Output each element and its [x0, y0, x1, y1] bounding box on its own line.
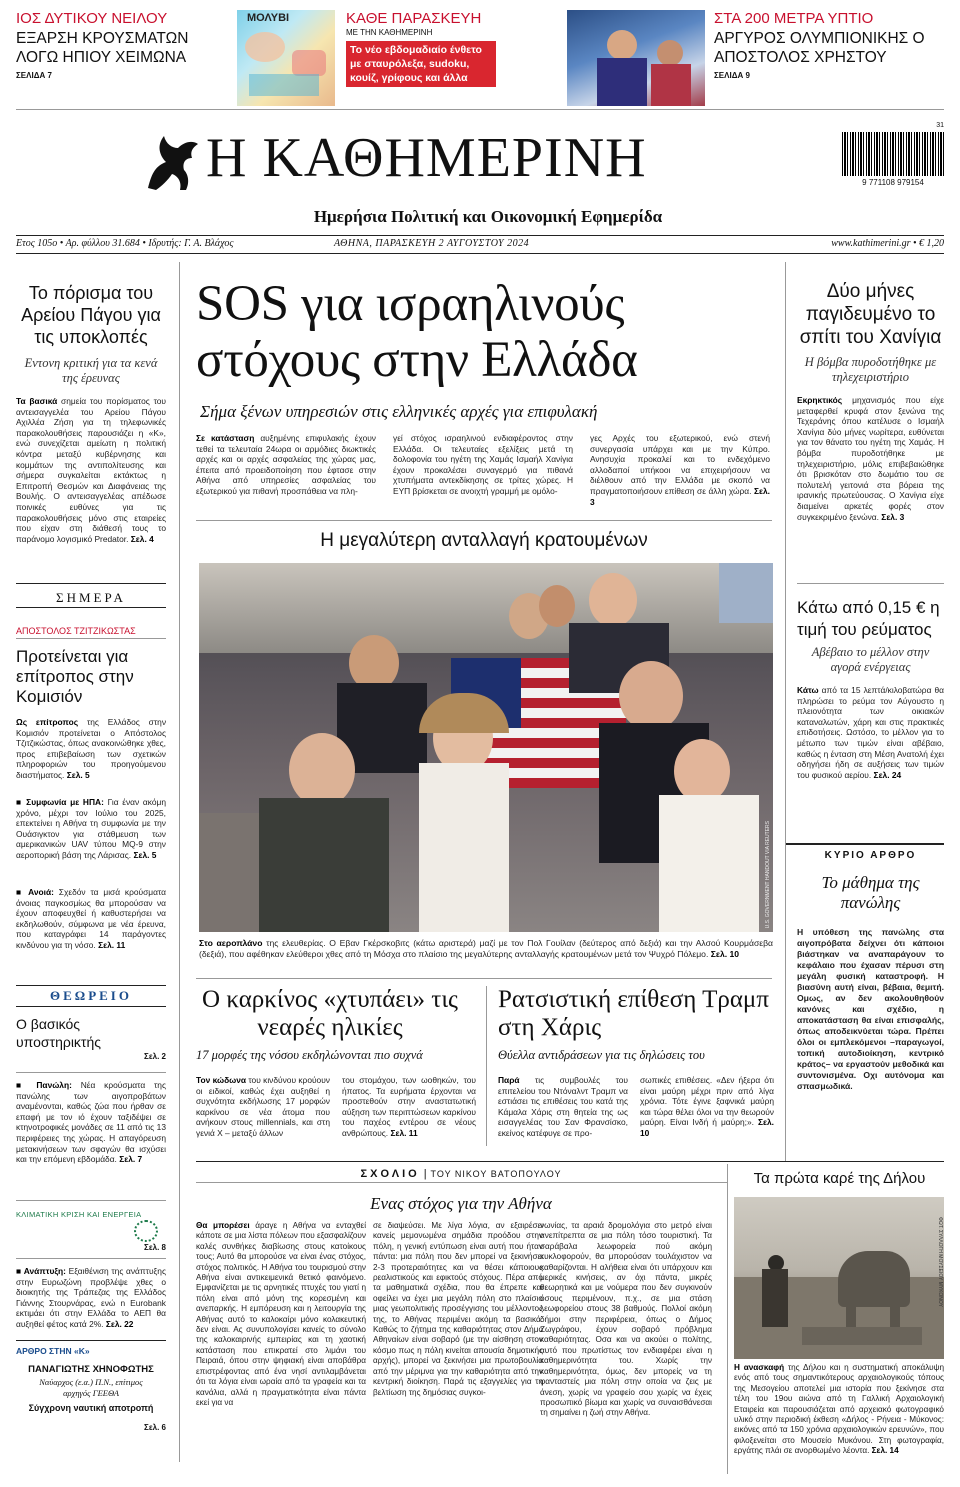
- article-title: Ο καρκίνος «χτυπάει» τις νεαρές ηλικίες: [202, 986, 458, 1041]
- arthro-title: Σύγχρονη ναυτική αποτροπή: [28, 1403, 154, 1413]
- article-title: Ρατσιστική επίθεση Τραμπ στη Χάρις: [498, 986, 769, 1041]
- photo-credit: U.S. GOVERNMENT HANDOUT VIA REUTERS: [765, 820, 771, 928]
- lead-col-3: γες Αρχές του εξωτερικού, ενώ στενή συνεργασία υπάρχει και με την Κύπρο. Ανησυχία προκαλεί και το ενδεχόμενο αλλοδαποί υπήκοοι να επιχειρήσουν να διέλθουν από την Ελλάδα με σκοπό να πραγματοποιήσουν επίθεση σε άλλη χώρα. Σελ. 3: [590, 433, 771, 507]
- comment-col-2: σε διαψεύσει. Με λίγα λόγια, αν εξαιρέσει κανείς μεμονωμένα σημάδια προόδου στην πόλη, η γενική εντύπωση είναι αυτή που ήταν πάντα: μια πόλη που δεν μπορεί να ξεκινήσει 2-3 προτεραιότητες και να θέσει κάποιους ρεαλιστικούς και εφικτούς στόχους. Πέρα από τα μαθηματικά σχέδια, που θα έπρεπε και οφείλει να έχει μια μεγάλη πόλη στο πλαίσιο μιας γεωπολιτικής προσέγγισης του μέλλοντος της, το Αθήνας περιμένει ακόμη τα βασικά. Καθώς το ζήτημα της καθαριότητας στον Δήμο Αθηναίων είναι σοβαρό (με την αίσθηση στον κόσμο πως η πόλη κινείται απουσία δημοτικής αρχής), μπορεί να ξεκινήσει μια πρωτοβουλία από την μέριμνα για την καθαριότητα από την κεντρική διοίκηση. Παρά τις εξαγγελίες για τη βελτίωση της δημόσιας συγκοι-: [373, 1221, 543, 1397]
- comment-title[interactable]: Ενας στόχος για την Αθήνα: [370, 1194, 552, 1213]
- article-body: Κάτω από τα 15 λεπτά/κιλοβατώρα θα πληρώσει το ρεύμα τον Αύγουστο η πλειονότητα των οικιακών καταναλωτών, χάρη και στις πρακτικές επιδοτήσεις. Ωστόσο, το μέλλον για το μέτωπο των τιμών είναι αβέβαιο, καθώς η ένταση στη Μέση Ανατολή έχει οδηγήσει ήδη σε αυξήσεις των τιμών του φυσικού αερίου. Σελ. 24: [797, 685, 944, 780]
- article-wiretaps[interactable]: [16, 282, 166, 544]
- arthro-page: Σελ. 6: [144, 1423, 166, 1432]
- article-commissioner[interactable]: [16, 647, 166, 781]
- brief-usa[interactable]: ■ Συμφωνία με ΗΠΑ: Για έναν ακόμη χρόνο, μέχρι τον Ιούλιο του 2025, επεκτείνει η Αθήνα τη συμφωνία με την Ουάσιγκτον για στάθμευση των αμερικανικών UAV τύπου MQ-9 στην αεροπορική βάση της Λάρισας. Σελ. 5: [16, 797, 166, 860]
- lead-headline[interactable]: SOS για ισραηλινούς στόχους στην Ελλάδα: [196, 276, 638, 388]
- editorial-body: Η υπόθεση της πανώλης στα αιγοπρόβατα δείχνει ότι κάποιοι βιάστηκαν να αναπαράγουν το κεφάλαιο που έχασαν πέρυσι στη μεγάλη φυσική καταστροφή. Η βιασύνη αυτή είναι, βέβαια, θεμιτή. Ομως, αν δεν ακολουθηθούν κανόνες και σχέδιο, η αποκατάσταση θα είναι επισφαλής, όπως αποδεικνύεται τώρα. Πρέπει όλοι οι εμπλεκόμενοι –παραγωγοί, τοπική αυτοδιοίκηση, κεντρικό κράτος– να εργαστούν μεθοδικά και συντονισμένα. Οχι αυτόνομα και σπασμωδικά.: [797, 927, 944, 1091]
- comment-col-3: νωνίας, τα αραιά δρομολόγια στο μετρό είναι ανεπίτρεπτα σε μια πόλη τόσο τουριστική. Τα σαράβαλα λεωφορεία πού ακόμη κυκλοφορούν, θα μπορούσαν τουλάχιστον να καθαρίζονται. Η αλήθεια είναι ότι υπάρχουν και μερικές κινήσεις, αν όχι πάντα, μικρές θεωρητικά και με νούμερα που δεν συγκινούν όσους περιμένουν, π.χ., σε μια στάση λεωφορείου στους 38 βαθμούς. Πολλοί ακόμη δήμοι στην περιφέρεια, όπως ο Δήμος Ζωγράφου, έχουν σοβαρό πρόβλημα καθαριότητας. Οσα και να ακούει ο πολίτης, αυτό που πρωτίστως τον ενδιαφέρει είναι η καθημερινότητα του. Χωρίς την καθημερινότητα, όμως, δεν μπορείς να τη φανταστείς μια πόλη στην οποία να ζεις με άνεση, χωρίς να γραφείο σου χωρίς να έχεις προσωπικό βίωμα και χωρίς να συναισθάνεσαι τη σημαίνει η ζωή στην Αθήνα.: [540, 1221, 712, 1418]
- arthro-author: ΠΑΝΑΓΙΩΤΗΣ ΧΗΝΟΦΩΤΗΣ: [28, 1364, 154, 1375]
- teaser-kicker: ΜΕ ΤΗΝ ΚΑΘΗΜΕΡΙΝΗ: [346, 28, 433, 37]
- barcode: [842, 122, 944, 192]
- comment-col-1: Θα μπορέσει άραγε η Αθήνα να ενταχθεί κάποτε σε μια λίστα πόλεων που εξασφαλίζουν καλές συνθήκες διαβίωσης στους κατοίκους τους; Αυτό θα μπορούσε να είναι ένας στόχος, στόχος πολιτικός. Η Αθήνα του τουρισμού στην Αθήνα είναι αντικειμενικά θετικό φαινόμενο. Εμφανίζεται με τις αρνητικές πτυχές του γιατί η πόλη είναι από μόνη της κορεσμένη και ανεπαρκής. Η εμπόρευση και η λειτουργία της Αθήνας αυτό το καλοκαίρι μόνο κολακευτική δεν είναι. Ας συνυπολογίσει κανείς το σύνολο της καλοκαιρινής εμπειρίας και τη χαοτική κατάσταση που επικρατεί στο λιμάνι του Πειραιά, όπου στην ψηφιακή είναι αποβάθρα επιστρέφοντας από ένα νησί αντιλαμβάνεται ότι τα λόγια είναι ωραία από τα γραφεία και τα κανάλια, αλλά η πραγματικότητα είναι πάντα εκεί για να: [196, 1221, 367, 1407]
- article-body: Ως επίτροπος της Ελλάδος στην Κομισιόν προτείνεται ο Απόστολος Τζιτζικώστας, όπως ανακοινώθηκε χθες, προς επιβεβαίωση των σχετικών πληροφοριών του προηγούμενου διαστήματος. Σελ. 5: [16, 717, 167, 780]
- article-cancer[interactable]: [196, 986, 464, 1063]
- article-title: Προτείνεται για επίτροπος στην Κομισιόν: [16, 647, 134, 706]
- article-subtitle: Αβέβαιο το μέλλον στην αγορά ενέργειας: [811, 645, 930, 674]
- article-body: Τα βασικά σημεία του πορίσματος του αντεισαγγελέα του Αρείου Πάγου Αχιλλέα Ζήση για τη τηλεφωνικές παρακολουθήσεις παρουσιάζει η «Κ», ενώ συνεχίζεται αμείωτη η πολιτική κόντρα μεταξύ κυβέρνησης και κομμάτων της αντιπολίτευσης και σήμερα συγκαλείται εκτάκτως η Επιτροπή Θεσμών και Διαφάνειας της Βουλής. Ο αντεισαγγελέας απέδωσε ποινικές ευθύνες για τις παρακολουθήσεις μόνο στις εταιρείες που είχαν στη διάθεσή τους το παράνομο λογισμικό Predator. Σελ. 4: [16, 396, 166, 544]
- delos-title[interactable]: Τα πρώτα καρέ της Δήλου: [753, 1170, 926, 1187]
- delos-caption: Η ανασκαφή της Δήλου και η συστηματική αποκάλυψη ενός από τους σημαντικότερους αρχαιολογικούς τόπους της Μεσογείου αποτελεί μια ιστορία που ξεκίνησε στα τέλη του 19ου αιώνα από τη Γαλλική Αρχαιολογική Εταιρεία και παρουσιάζεται από αρχειακό φωτογραφικό υλικό στην περιοδική έκθεση «Δήλος - Ρήνεια - Μύκονος: εικόνες από τα 150 χρόνια αρχαιολογικών ερευνών», που φιλοξενείται στο Μουσείο Μυκόνου. Στη φωτογραφία, εργάτης πλάι σε ανορθωμένο λέοντα. Σελ. 14: [734, 1363, 945, 1456]
- brief-dementia[interactable]: ■ Ανοιά: Σχεδόν τα μισά κρούσματα άνοιας παγκοσμίως θα μπορούσαν να έχουν αποφευχθεί ή καθυστερήσει να εκδηλωθούν, σύμφωνα με νέα έρευνα, που καταγράφει 14 παράγοντες κινδύνου για τη νόσο. Σελ. 11: [16, 887, 166, 950]
- author-line: ΑΠΟΣΤΟΛΟΣ ΤΖΙΤΖΙΚΩΣΤΑΣ: [16, 626, 136, 636]
- photo-caption: Στο αεροπλάνο της ελευθερίας. Ο Εβαν Γκέρσκοβιτς (κάτω αριστερά) μαζί με τον Πολ Γουίλαν (δεύτερος από δεξιά) και την Αλσού Κουρμάσεβα (δεξιά), που αφέθηκαν ελεύθεροι χθες από τη Μόσχα στο πλαίσιο της μεγαλύτερης ανταλλαγής κρατουμένων μετά τον Ψυχρό Πόλεμο. Σελ. 10: [199, 938, 773, 959]
- article-body: Εκρηκτικός μηχανισμός που είχε μεταφερθεί κρυφά στον ξενώνα της Τεχεράνης όπου κατέλυσε ο Ισμαήλ Χανίγια δύο μήνες νωρίτερα, ευθύνεται για τον θάνατο του ηγέτη της Χαμάς. Η βόμβα πυροδοτήθηκε με τηλεχειριστήριο, μόλις επιβεβαιώθηκε ότι βρισκόταν στο δωμάτιο του σε πολυτελή γειτονιά στα βόρεια της ιρανικής πρωτεύουσας. Ο Χανίγια είχε διαμείνει αρκετές φορές στον συγκεκριμένο ξενώνα. Σελ. 3: [797, 395, 944, 522]
- lead-col-1: Σε κατάσταση αυξημένης επιφυλακής έχουν τεθεί τα τελευταία 24ωρα οι αρμόδιες διωκτικές αρχές και οι αρχές ασφαλείας της χώρας μας, έπειτα από προειδοποίηση που έφτασε στην Αθήνα από υπηρεσίες ασφαλείας του εξωτερικού για πιθανή προσπάθεια να πλη-: [196, 433, 376, 496]
- trump-col-2: σωπικές επιθέσεις. «Δεν ήξερα ότι είναι μαύρη μέχρι πριν από λίγα χρόνια. Τότε έγινε ξαφνικά μαύρη και τώρα θέλει όλοι να την θεωρούν μαύρη. Είναι Ινδή ή μαύρη;». Σελ. 10: [640, 1075, 774, 1138]
- section-simera: ΣΗΜΕΡΑ: [56, 590, 126, 605]
- comment-header: ΣΧΟΛΙΟ | ΤΟΥ ΝΙΚΟΥ ΒΑΤΟΠΟΥΛΟΥ: [360, 1168, 562, 1180]
- article-opinion[interactable]: [16, 1346, 166, 1432]
- lead-subheadline: Σήμα ξένων υπηρεσιών στις ελληνικές αρχές για επιφυλακή: [200, 402, 598, 421]
- delos-photo-credit: ΦΩΤ. ΣΥΛΛΟΓΗ ΜΟΥΣΕΙΟΥ ΜΥΚΟΝΟΥ: [937, 1217, 943, 1307]
- griffin-logo-icon: [140, 128, 202, 194]
- article-title: Το πόρισμα του Αρείου Πάγου για τις υποκλοπές: [21, 283, 161, 347]
- article-subtitle: Η βόμβα πυροδοτήθηκε με τηλεχειριστήριο: [804, 355, 937, 384]
- barcode-number: 9 771108 979154: [862, 178, 924, 187]
- teaser-promo: Το νέο εβδομαδιαίο ένθετο με σταυρόλεξα, sudoku, κουίζ, γρίφους και άλλα: [346, 41, 496, 87]
- article-subtitle: Θύελλα αντιδράσεων για τις δηλώσεις του: [498, 1048, 705, 1062]
- swimmer-photo[interactable]: [567, 10, 705, 106]
- article-subtitle: Εντονη κριτική για τα κενά της έρευνας: [24, 356, 158, 385]
- prisoner-exchange-photo[interactable]: [199, 563, 773, 932]
- lead-col-2: γεί στόχος ισραηλινού ενδιαφέροντος στην Ελλάδα. Οι τελευταίες εξελίξεις μετά τη δολοφονία του ηγέτη της Χαμάς Ισμαήλ Χανίγια έχουν προκαλέσει συναγερμό για πιθανά χτυπήματα αντεκδίκησης σε τρίτες χώρες. Η ΕΥΠ βρίσκεται σε ανοιχτή γραμμή με ομόλο-: [393, 433, 573, 496]
- theorio-page: Σελ. 2: [144, 1052, 166, 1061]
- teaser-title: ΣΤΑ 200 ΜΕΤΡΑ ΥΠΤΙΟ: [714, 10, 874, 27]
- article-trump[interactable]: [498, 986, 774, 1063]
- issue-date: ΑΘΗΝΑ, ΠΑΡΑΣΚΕΥΗ 2 ΑΥΓΟΥΣΤΟΥ 2024: [334, 238, 530, 249]
- lion-statue: [838, 1251, 910, 1307]
- climate-page: Σελ. 8: [144, 1243, 166, 1252]
- article-subtitle: 17 μορφές της νόσου εκδηλώνονται πιο συχνά: [196, 1048, 423, 1062]
- article-haniyeh[interactable]: [797, 280, 944, 522]
- fingerprint-icon: [134, 1220, 158, 1242]
- editorial[interactable]: [797, 850, 944, 1092]
- comment-author: ΤΟΥ ΝΙΚΟΥ ΒΑΤΟΠΟΥΛΟΥ: [430, 1169, 562, 1179]
- cancer-col-2: του στομάχου, των ωοθηκών, του ήπατος. Τα ευρήματα έρχονται να προστεθούν στην αναστατωτική αύξηση των περιπτώσεων καρκίνου του παχέος εντέρου σε νέους ανθρώπους. Σελ. 11: [342, 1075, 476, 1138]
- editorial-label: ΚΥΡΙΟ ΑΡΘΡΟ: [824, 850, 917, 861]
- teaser-title: ΙΟΣ ΔΥΤΙΚΟΥ ΝΕΙΛΟΥ: [16, 10, 168, 27]
- molyvi-logo: ΜΟΛΥΒΙ: [247, 12, 290, 24]
- article-title: Κάτω από 0,15 € η τιμή του ρεύματος: [797, 598, 940, 639]
- delos-archive-photo[interactable]: [734, 1197, 944, 1359]
- teaser-sub: ΕΞΑΡΣΗ ΚΡΟΥΣΜΑΤΩΝ ΛΟΓΩ ΗΠΙΟΥ ΧΕΙΜΩΝΑ: [16, 30, 189, 66]
- trump-col-1: Παρά τις συμβουλές του επιτελείου του Ντόναλντ Τραμπ να εστιάσει τις επιθέσεις του κατά της Κάμαλα Χάρις στη θητεία της ως εισαγγελέας του Σαν Φρανσίσκο, εκείνος κατέφυγε σε προ-: [498, 1075, 628, 1138]
- website-price: www.kathimerini.gr • € 1,20: [831, 238, 944, 249]
- teaser-3[interactable]: [714, 10, 944, 105]
- teaser-page: ΣΕΛΙΔΑ 9: [714, 71, 750, 80]
- teaser-sub: ΑΡΓΥΡΟΣ ΟΛΥΜΠΙΟΝΙΚΗΣ Ο ΑΠΟΣΤΟΛΟΣ ΧΡΗΣΤΟΥ: [714, 30, 925, 66]
- arthro-role: Ναύαρχος (ε.α.) Π.Ν., επίτιμος αρχηγός ΓΕΕΘΑ: [39, 1377, 143, 1398]
- section-theorio: ΘΕΩΡΕΙΟ: [50, 988, 132, 1003]
- issue-meta: Ετος 105ο • Αρ. φύλλου 31.684 • Ιδρυτής: Γ. Α. Βλάχος: [16, 238, 234, 249]
- teaser-page: ΣΕΛΙΔΑ 7: [16, 71, 52, 80]
- climate-badge[interactable]: [16, 1210, 166, 1246]
- brief-plague[interactable]: ■ Πανώλη: Νέα κρούσματα της πανώλης των αιγοπροβάτων αναμένονται, καθώς ζώα που ήρθαν σε επαφή με τον ιό έχουν ταξιδέψει σε κτηνοτροφικές μονάδες σε 11 από τις 13 περιφέρειες της χώρας. Η απαγόρευση μετακινήσεων των σφαγών θα ισχύσει και την επόμενη εβδομάδα. Σελ. 7: [16, 1080, 167, 1165]
- article-title: Δύο μήνες παγιδευμένο το σπίτι του Χανίγια: [799, 281, 942, 348]
- teaser-1[interactable]: [16, 10, 226, 105]
- cancer-col-1: Τον κώδωνα του κινδύνου κρούουν οι ειδικοί, καθώς έχει αυξηθεί η συχνότητα εκδήλωσης 17 μορφών καρκίνου σε νέα άτομα που ανήκουν στους millennials, και στη γενιά Χ – μεταξύ άλλων: [196, 1075, 330, 1138]
- masthead-title: Η ΚΑΘΗΜΕΡΙΝΗ: [206, 127, 647, 189]
- climate-label: ΚΛΙΜΑΤΙΚΗ ΚΡΙΣΗ ΚΑΙ ΕΝΕΡΓΕΙΑ: [16, 1210, 142, 1219]
- theorio-title[interactable]: Ο βασικός υποστηρικτής: [16, 1016, 101, 1050]
- brief-growth[interactable]: ■ Ανάπτυξη: Εξαιθένιση της ανάπτυξης στην Ευρωζώνη προβλέψε χθες ο διοικητής της Τράπεζας της Ελλάδος Γιάννης Στουρνάρας, ενώ n Eurobank εκτιμάει ότι στην Ελλάδα το ΑΕΠ θα αυξηθεί φέτος κατά 2%. Σελ. 22: [16, 1266, 167, 1329]
- barcode-issue: 31: [936, 122, 944, 129]
- photo-headline: Η μεγαλύτερη ανταλλαγή κρατουμένων: [320, 530, 648, 551]
- comment-label: ΣΧΟΛΙΟ: [360, 1168, 420, 1180]
- molyvi-cover-image[interactable]: [237, 10, 335, 106]
- teaser-title: ΚΑΘΕ ΠΑΡΑΣΚΕΥΗ: [346, 10, 482, 27]
- article-electricity[interactable]: [797, 597, 944, 780]
- editorial-title: Το μάθημα της πανώλης: [821, 873, 920, 912]
- arthro-label: ΑΡΘΡΟ ΣΤΗΝ «Κ»: [16, 1346, 90, 1356]
- masthead-tagline: Ημερήσια Πολιτική και Οικονομική Εφημερίδα: [313, 207, 663, 226]
